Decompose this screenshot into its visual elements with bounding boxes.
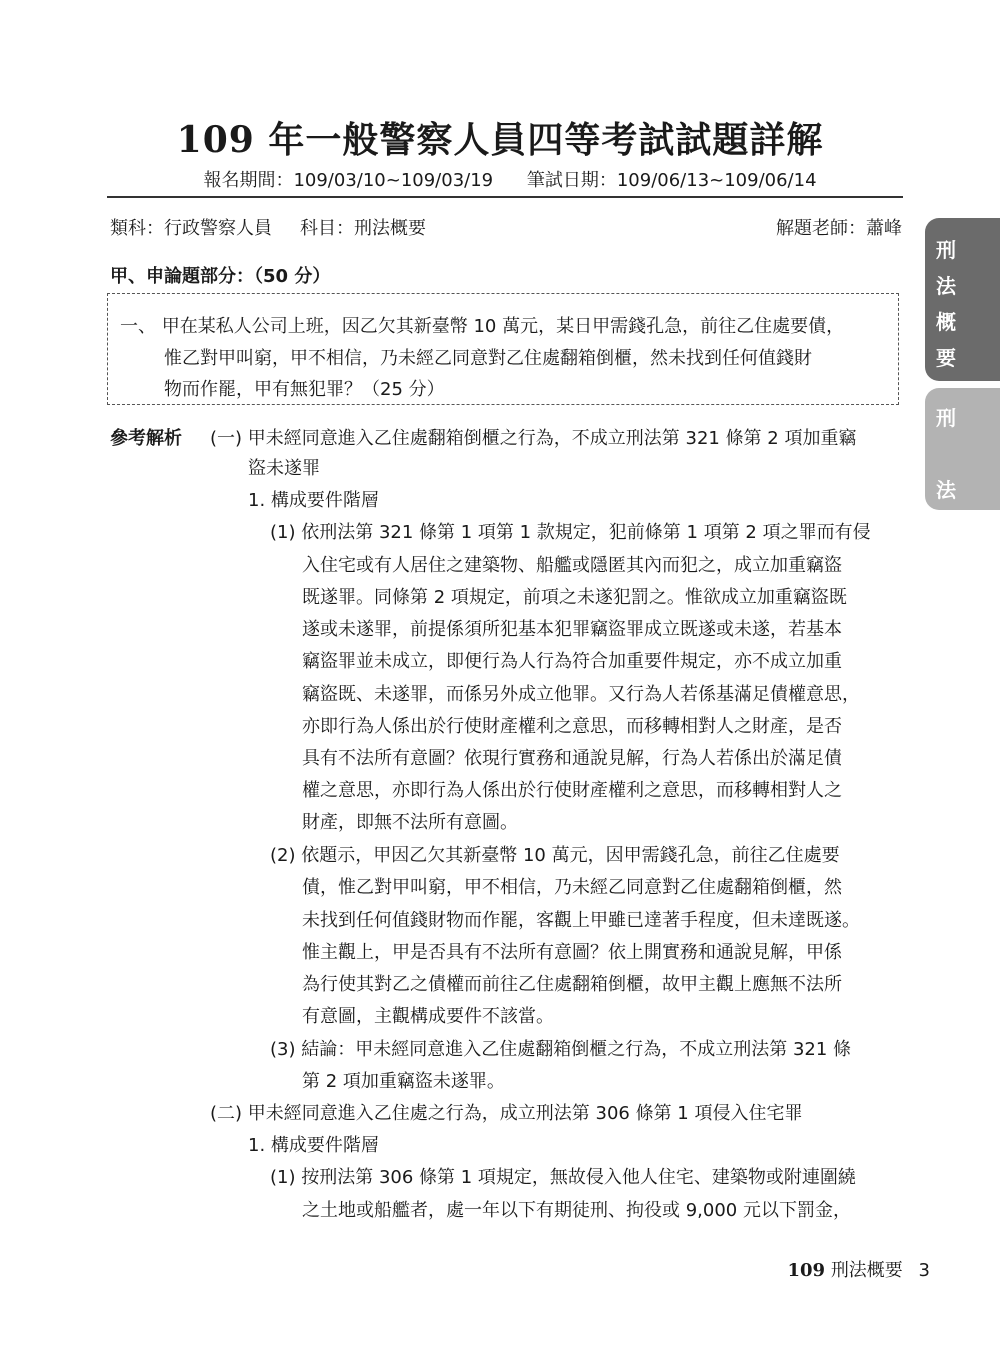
- page-title: 109 年一般警察人員四等考試試題詳解: [176, 119, 824, 161]
- registration-period: 報名期間：109/03/10~109/03/19: [203, 170, 494, 191]
- answer-line: (1) 依刑法第 321 條第 1 項第 1 款規定，犯前條第 1 項第 2 項之罪而有侵: [270, 522, 871, 543]
- page-footer: [788, 1256, 931, 1282]
- answer-line: 第 2 項加重竊盜未遂罪。: [302, 1071, 505, 1092]
- answer-line: 未找到任何值錢財物而作罷，客觀上甲雖已達著手程度，但未達既遂。: [302, 910, 860, 931]
- question-line: 一、 甲在某私人公司上班，因乙欠其新臺幣 10 萬元，某日甲需錢孔急，前往乙住處要債，: [120, 316, 845, 337]
- answer-line: 具有不法所有意圖？依現行實務和通說見解，行為人若係出於滿足債: [302, 748, 842, 769]
- header-rule: [107, 196, 903, 198]
- page-number: 3: [918, 1260, 930, 1281]
- answer-line: 財產，即無不法所有意圖。: [302, 812, 518, 833]
- question-line: 惟乙對甲叫窮，甲不相信，乃未經乙同意對乙住處翻箱倒櫃，然未找到任何值錢財: [164, 348, 812, 369]
- answer-line: 為行使其對乙之債權而前往乙住處翻箱倒櫃，故甲主觀上應無不法所: [302, 974, 842, 995]
- answer-line: 亦即行為人係出於行使財產權利之意思，而移轉相對人之財產，是否: [302, 716, 842, 737]
- footer-subject: 刑法概要: [830, 1260, 903, 1281]
- answer-line: 有意圖，主觀構成要件不該當。: [302, 1006, 554, 1027]
- answer-line: 既遂罪。同條第 2 項規定，前項之未遂犯罰之。惟欲成立加重竊盜既: [302, 587, 847, 608]
- tab-char: 刑: [936, 406, 956, 430]
- answer-line: 之土地或船艦者，處一年以下有期徒刑、拘役或 9,000 元以下罰金，: [302, 1200, 851, 1221]
- tab-char: 刑: [936, 238, 956, 262]
- answer-line: (二) 甲未經同意進入乙住處之行為，成立刑法第 306 條第 1 項侵入住宅罪: [210, 1103, 803, 1124]
- answer-line: 1. 構成要件階層: [248, 1135, 379, 1156]
- tab-char: 要: [936, 346, 956, 370]
- teacher: 解題老師：蕭峰: [776, 218, 902, 239]
- answer-line: 權之意思，亦即行為人係出於行使財產權利之意思，而移轉相對人之: [302, 780, 842, 801]
- section-title: 甲、申論題部分：（50 分）: [110, 266, 331, 287]
- answer-line: 竊盜既、未遂罪，而係另外成立他罪。又行為人若係基滿足債權意思，: [302, 684, 860, 705]
- answer-line: 盜未遂罪: [248, 458, 320, 479]
- question-line: 物而作罷，甲有無犯罪？（25 分）: [164, 379, 445, 400]
- footer-year: 109: [787, 1260, 826, 1281]
- side-tab-criminal-law-summary[interactable]: [925, 218, 1000, 381]
- answer-label: 參考解析: [110, 428, 182, 449]
- exam-date: 筆試日期：109/06/13~109/06/14: [526, 170, 817, 191]
- tab-char: 概: [936, 310, 956, 334]
- answer-line: (2) 依題示，甲因乙欠其新臺幣 10 萬元，因甲需錢孔急，前往乙住處要: [270, 845, 840, 866]
- side-tab-criminal-law[interactable]: [925, 388, 1000, 510]
- subject: 科目：刑法概要: [300, 218, 426, 239]
- category: 類科：行政警察人員: [110, 218, 272, 239]
- answer-line: 入住宅或有人居住之建築物、船艦或隱匿其內而犯之，成立加重竊盜: [302, 555, 842, 576]
- answer-line: 債，惟乙對甲叫窮，甲不相信，乃未經乙同意對乙住處翻箱倒櫃，然: [302, 877, 842, 898]
- answer-line: (3) 結論：甲未經同意進入乙住處翻箱倒櫃之行為，不成立刑法第 321 條: [270, 1039, 852, 1060]
- answer-line: 遂或未遂罪，前提係須所犯基本犯罪竊盜罪成立既遂或未遂，若基本: [302, 619, 842, 640]
- answer-line: 1. 構成要件階層: [248, 490, 379, 511]
- answer-line: (一) 甲未經同意進入乙住處翻箱倒櫃之行為，不成立刑法第 321 條第 2 項加重竊: [210, 428, 857, 449]
- answer-line: 惟主觀上，甲是否具有不法所有意圖？依上開實務和通說見解，甲係: [302, 942, 842, 963]
- meta-row: [110, 214, 902, 240]
- exam-dates: [110, 166, 910, 192]
- tab-char: 法: [936, 274, 956, 298]
- tab-char: 法: [936, 478, 956, 502]
- answer-line: 竊盜罪並未成立，即便行為人行為符合加重要件規定，亦不成立加重: [302, 651, 842, 672]
- answer-line: (1) 按刑法第 306 條第 1 項規定，無故侵入他人住宅、建築物或附連圍繞: [270, 1167, 856, 1188]
